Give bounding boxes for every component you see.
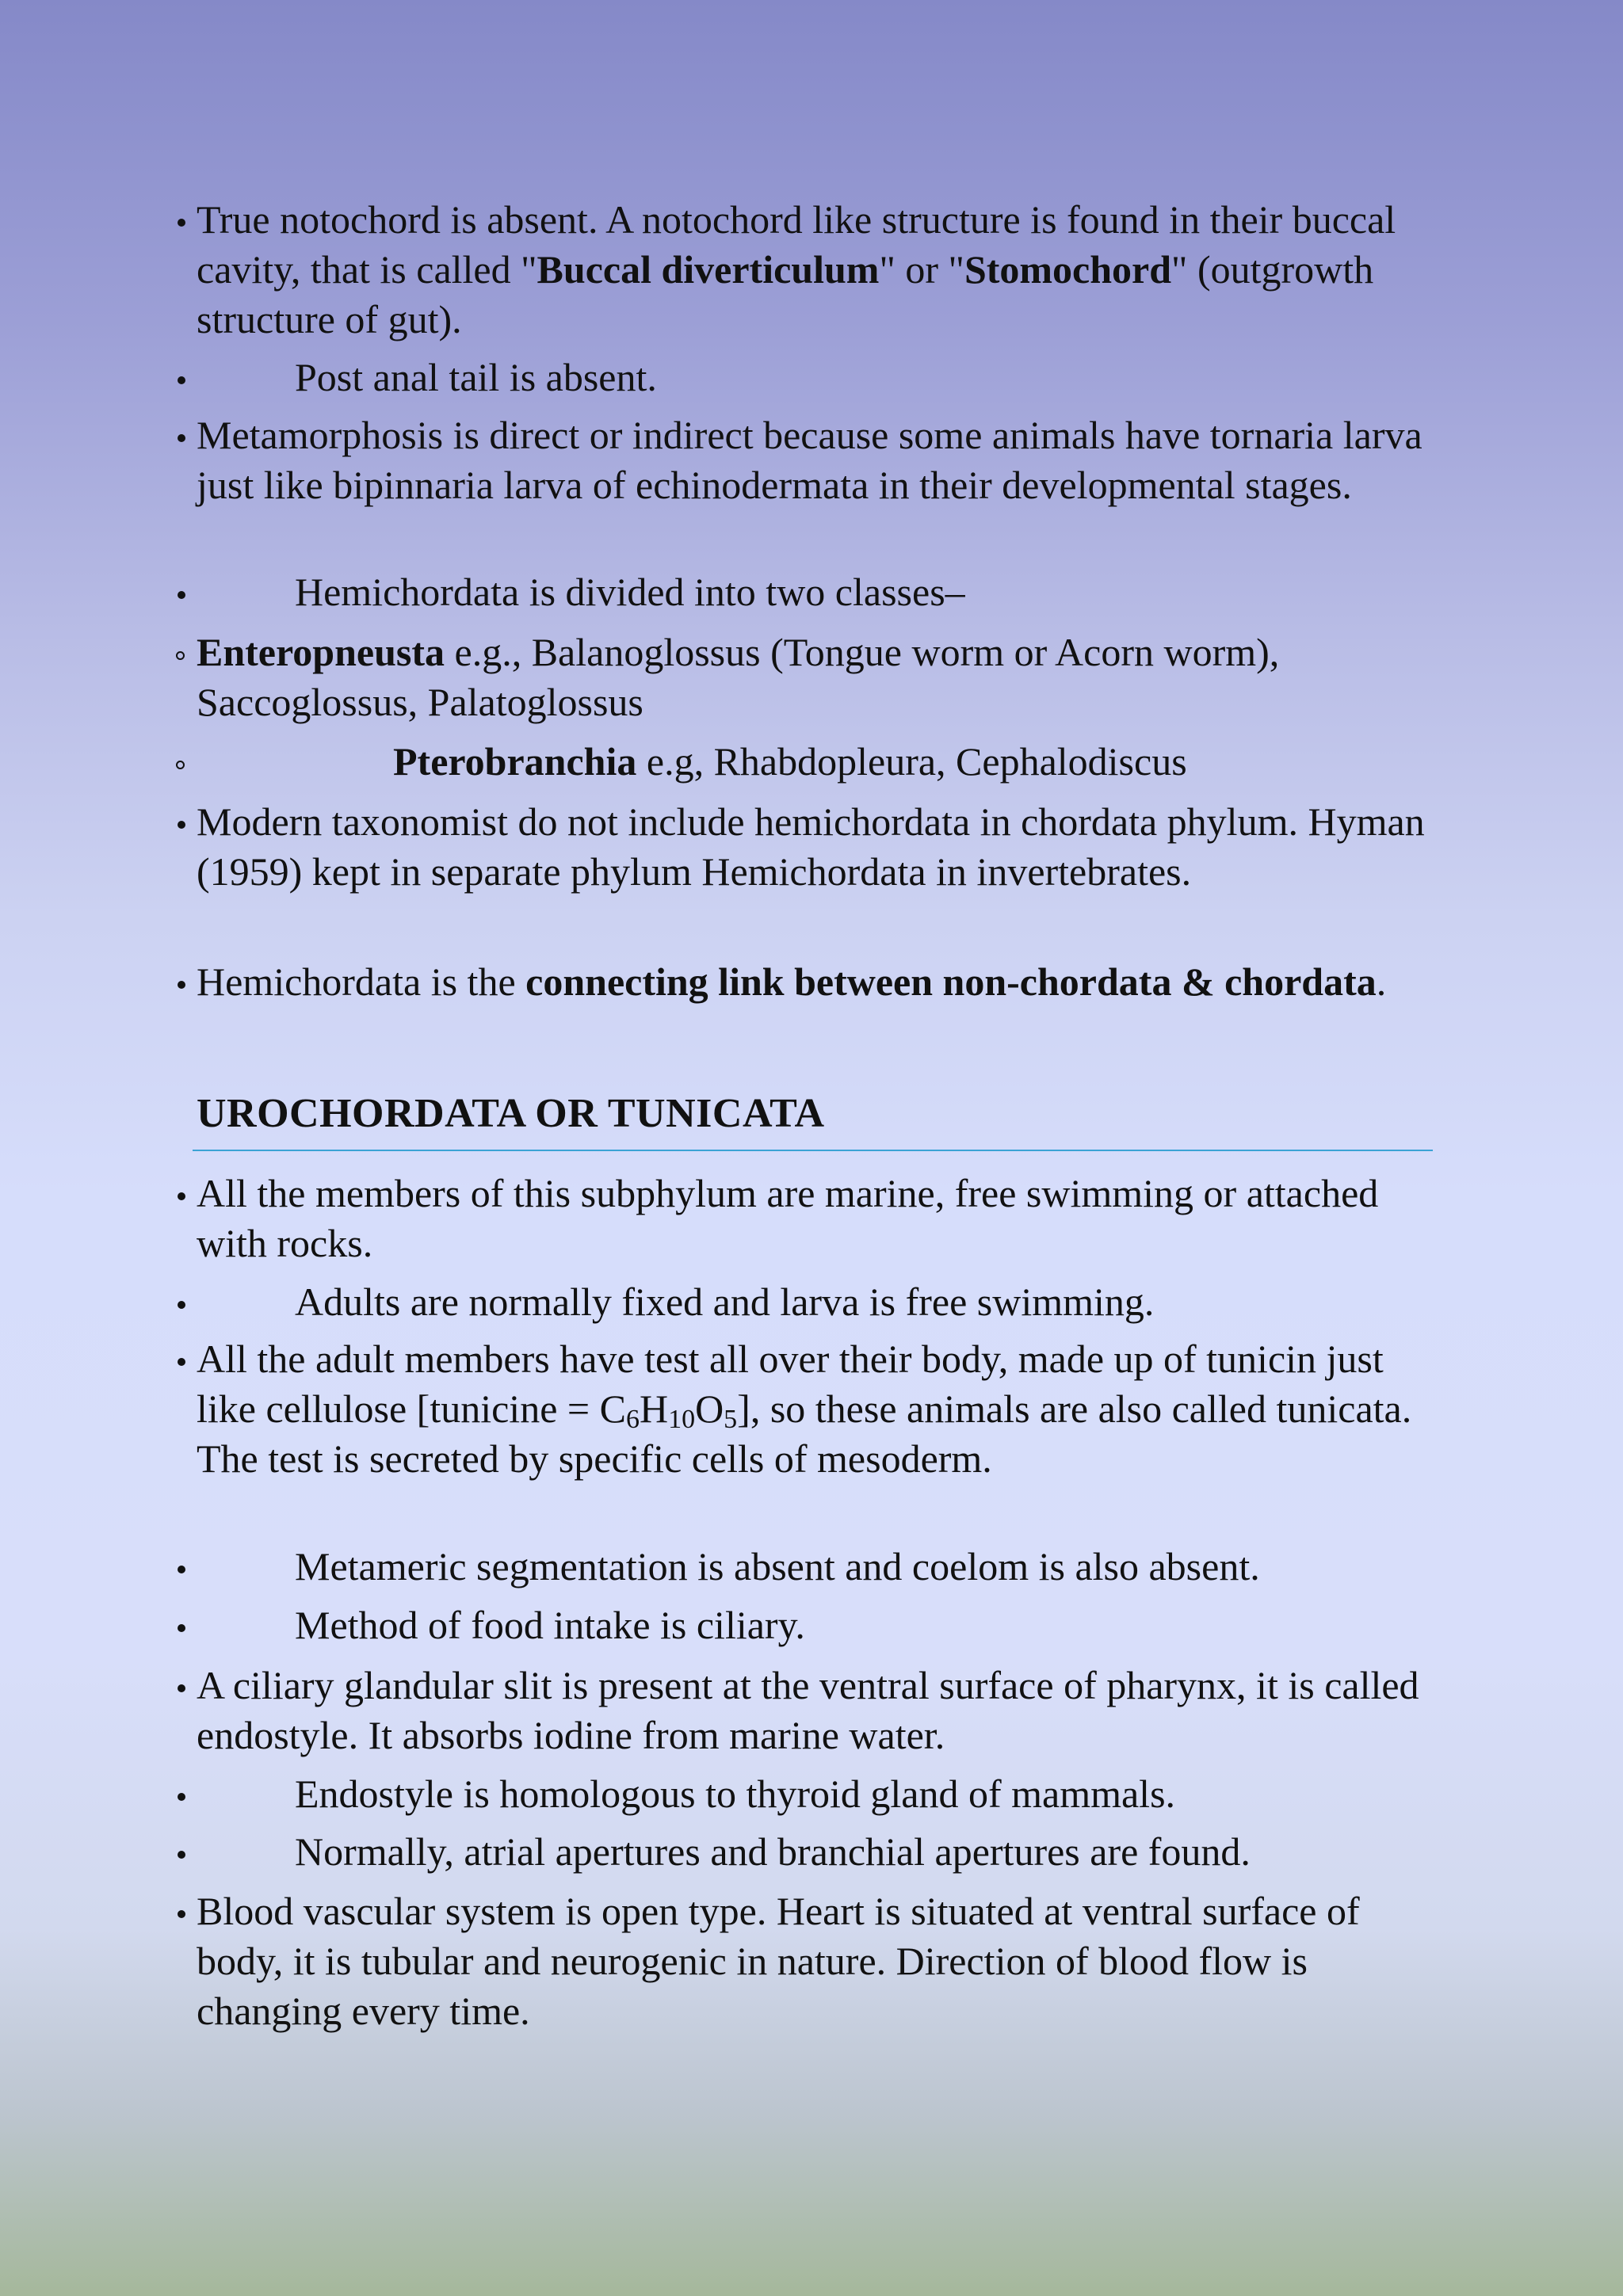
circle-bullet-icon (176, 761, 185, 769)
bullet-text: A ciliary glandular slit is present at the ventral surface of pharynx, it is called endostyle. It absorbs iodine from marine water. (197, 1663, 1419, 1757)
bullet-text: Hemichordata is divided into two classes– (295, 570, 965, 614)
bullet-text: Enteropneusta e.g., Balanoglossus (Tongue worm or Acorn worm), Saccoglossus, Palatoglossus (197, 630, 1280, 724)
bullet-icon (178, 1624, 185, 1632)
bullet-text: Blood vascular system is open type. Heart is situated at ventral surface of body, it is tubular and neurogenic in nature. Direction of blood flow is changing every time. (197, 1889, 1360, 2033)
bullet-icon (178, 219, 185, 227)
bullet-icon (178, 1358, 185, 1366)
bold-term: connecting link between non-chordata & chordata (525, 959, 1377, 1004)
bullet-notochord-absent (166, 195, 1450, 345)
bullet-test-tunicin (166, 1334, 1450, 1484)
section-heading: UROCHORDATA OR TUNICATA (197, 1091, 825, 1136)
bullet-text: Metameric segmentation is absent and coelom is also absent. (295, 1544, 1260, 1589)
bullet-metamorphosis (166, 410, 1450, 510)
bullet-text: Hemichordata is the connecting link between non-chordata & chordata. (197, 959, 1387, 1004)
bullet-text: Normally, atrial apertures and branchial apertures are found. (295, 1829, 1251, 1874)
bullet-text: Modern taxonomist do not include hemichordata in chordata phylum. Hyman (1959) kept in separate phylum Hemichordata in invertebrates. (197, 799, 1425, 894)
bullet-text: All the members of this subphylum are marine, free swimming or attached with rocks. (197, 1171, 1379, 1265)
bullet-text: Pterobranchia e.g, Rhabdopleura, Cephalodiscus (393, 739, 1187, 784)
bullet-two-classes (166, 567, 1450, 617)
bullet-text: Metamorphosis is direct or indirect because some animals have tornaria larva just like bipinnaria larva of echinodermata in their developmental stages. (197, 413, 1423, 507)
bullet-icon (178, 1566, 185, 1573)
bullet-icon (178, 1851, 185, 1859)
bullet-apertures (166, 1827, 1450, 1877)
bullet-text: Endostyle is homologous to thyroid gland of mammals. (295, 1772, 1176, 1816)
bullet-text: True notochord is absent. A notochord like structure is found in their buccal cavity, that is called "Buccal diverticulum" or "Stomochord" (outgrowth structure of gut). (197, 197, 1396, 341)
circle-bullet-icon (176, 651, 185, 660)
bullet-icon (178, 1910, 185, 1918)
bullet-icon (178, 434, 185, 442)
bullet-food-intake (166, 1600, 1450, 1650)
bullet-adults-fixed (166, 1277, 1450, 1327)
heading-underline (193, 1150, 1433, 1151)
bullet-text: Method of food intake is ciliary. (295, 1603, 805, 1647)
bullet-connecting-link (166, 957, 1450, 1007)
bullet-icon (178, 376, 185, 384)
bullet-text: All the adult members have test all over their body, made up of tunicin just like cellulose [tunicine = $C_6H_{10}O_5$], so these animals are also called tunicata. The test is secreted by specific cells of mesoderm. (197, 1337, 1412, 1481)
bullet-blood-vascular (166, 1886, 1450, 2036)
bullet-post-anal-tail (166, 353, 1450, 402)
subbullet-enteropneusta (166, 627, 1450, 727)
bold-term: Enteropneusta (197, 630, 445, 674)
bullet-icon (178, 1192, 185, 1200)
bullet-text: Adults are normally fixed and larva is free swimming. (295, 1280, 1155, 1324)
bold-term: Buccal diverticulum (537, 247, 880, 292)
bullet-text: Post anal tail is absent. (295, 355, 657, 399)
bullet-icon (178, 1793, 185, 1801)
bold-term: Pterobranchia (393, 739, 637, 784)
subbullet-pterobranchia (166, 737, 1450, 787)
bullet-icon (178, 591, 185, 599)
bold-term: Stomochord (964, 247, 1172, 292)
bullet-icon (178, 821, 185, 829)
bullet-marine (166, 1169, 1450, 1268)
bullet-endostyle (166, 1661, 1450, 1760)
bullet-homologous-thyroid (166, 1769, 1450, 1819)
bullet-modern-taxonomist (166, 797, 1450, 897)
bullet-metameric-segmentation (166, 1542, 1450, 1592)
bullet-icon (178, 1301, 185, 1309)
bullet-icon (178, 981, 185, 989)
bullet-icon (178, 1684, 185, 1692)
